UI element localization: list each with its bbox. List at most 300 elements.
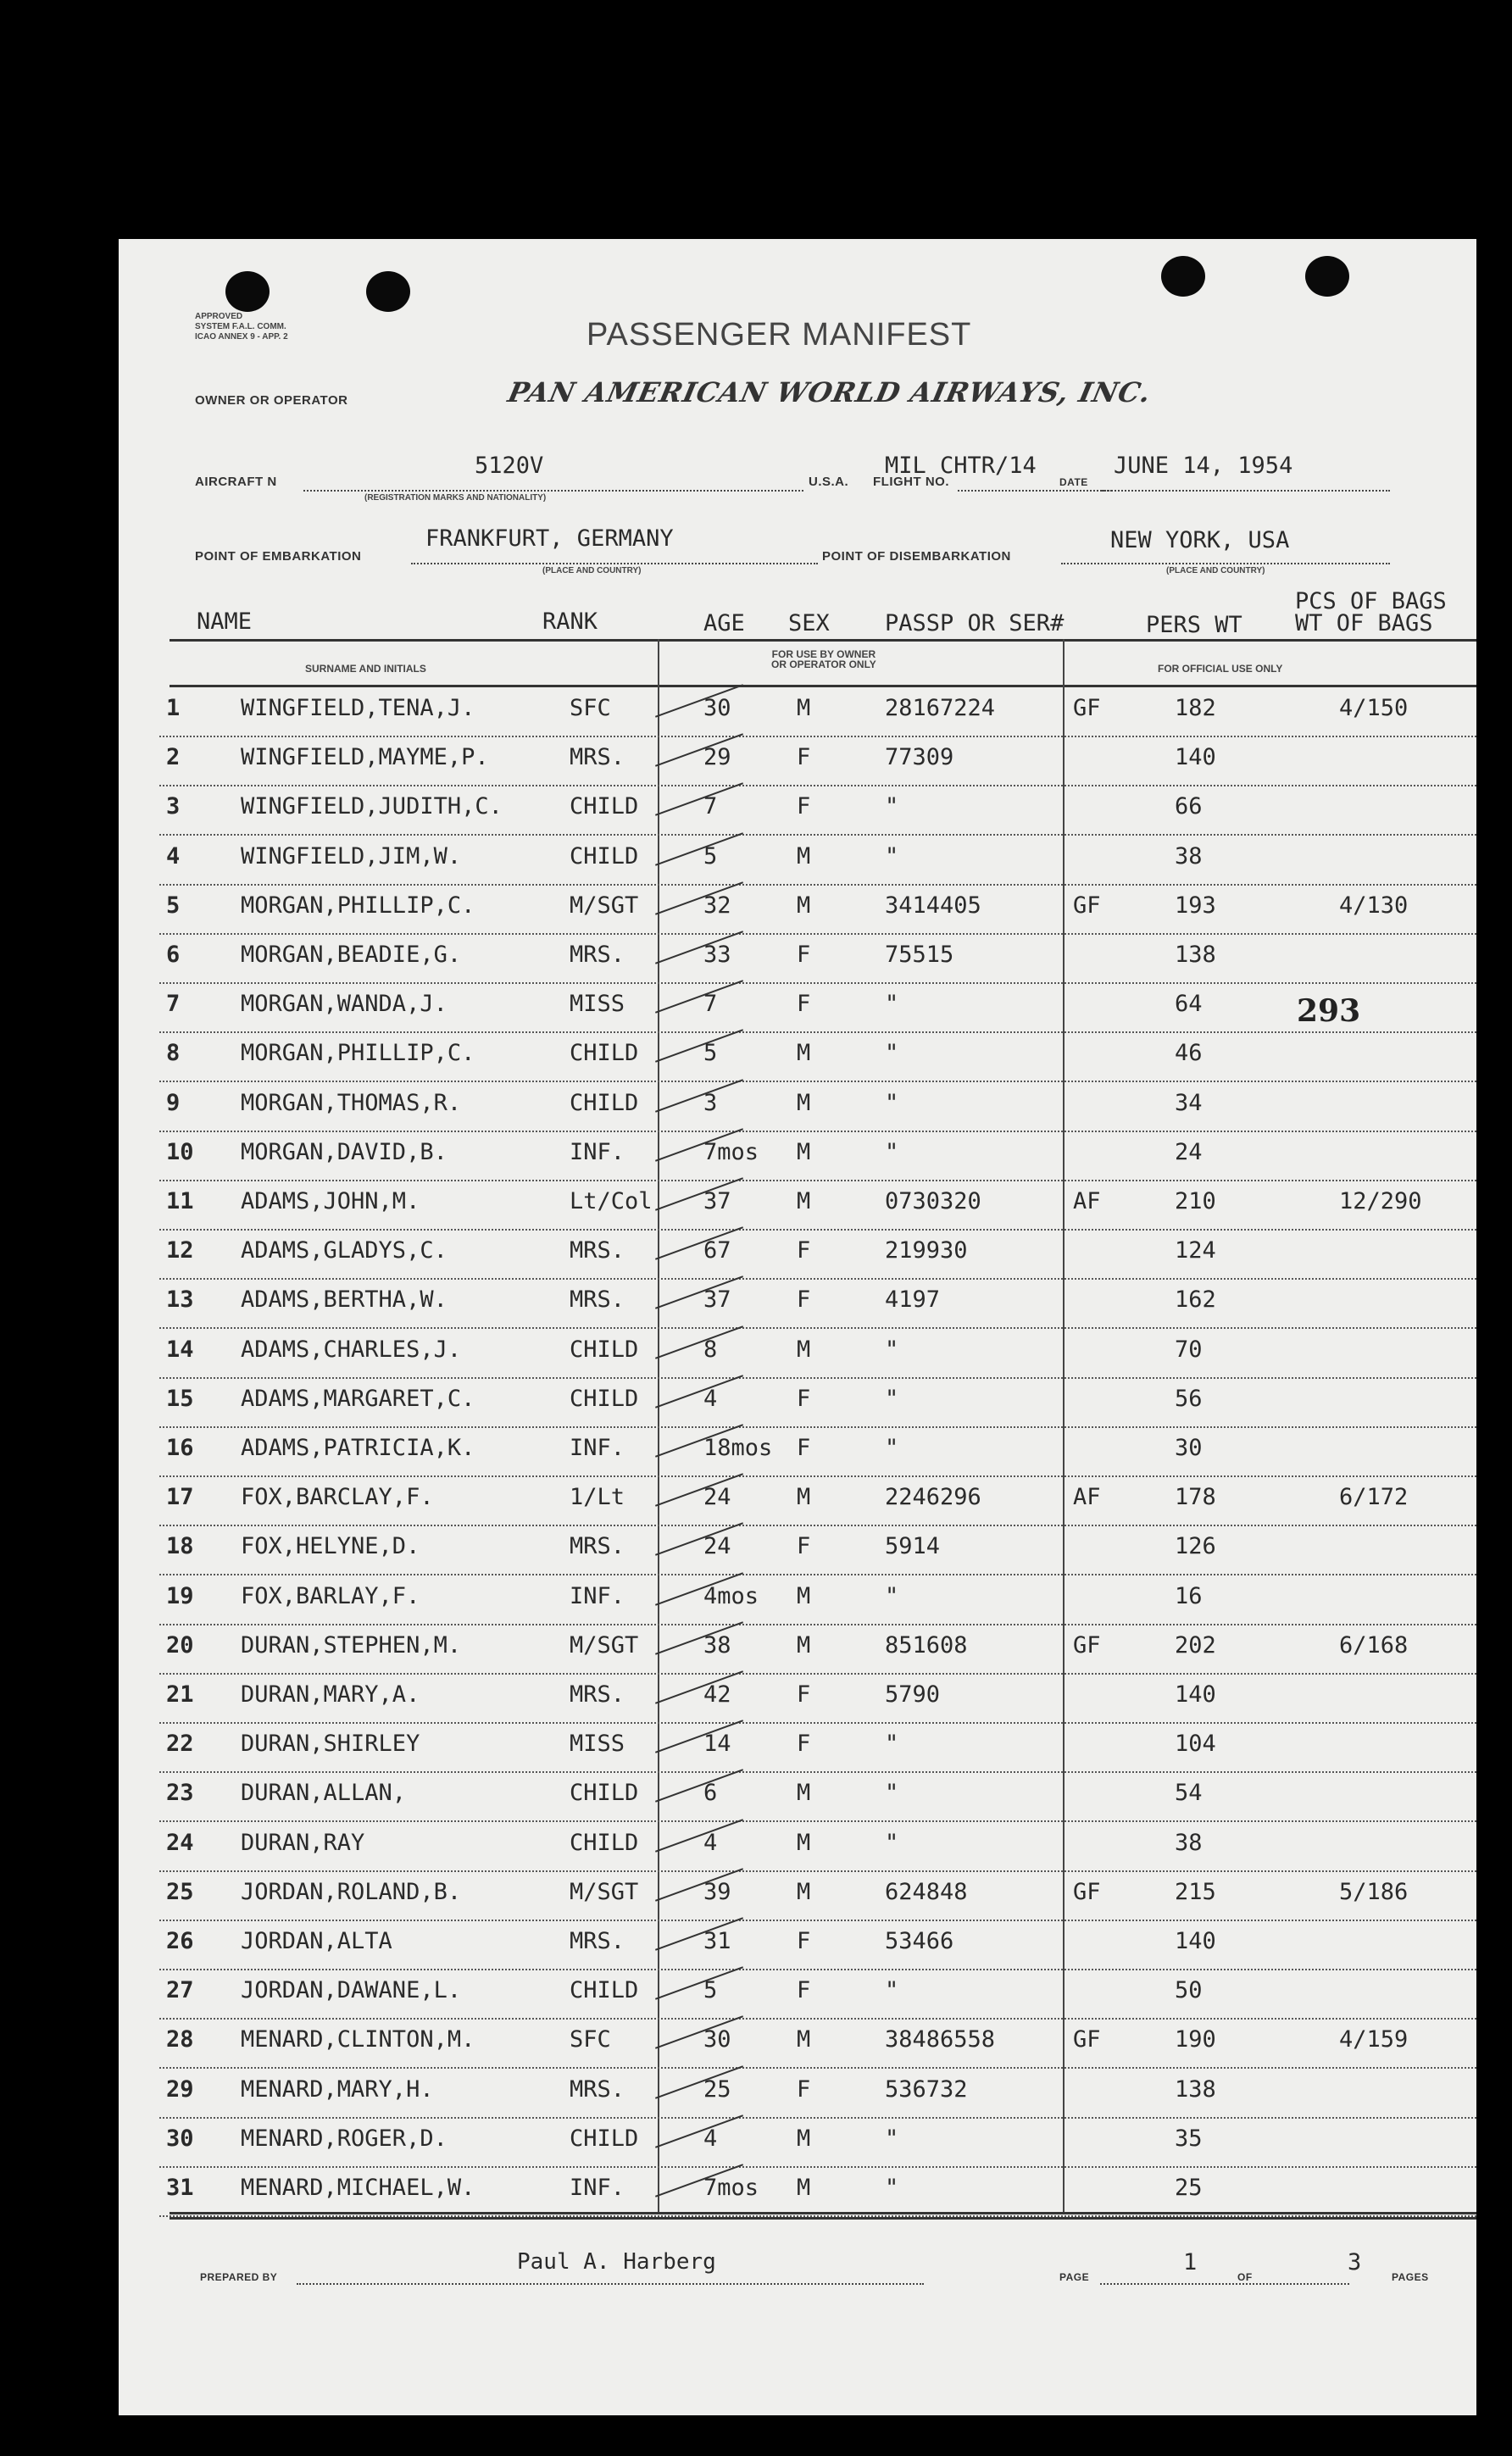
passenger-rank: MRS. xyxy=(570,2075,625,2103)
passenger-age: 7 xyxy=(703,793,718,820)
personal-weight: 210 xyxy=(1175,1188,1216,1214)
passenger-age: 32 xyxy=(703,892,731,919)
table-row xyxy=(119,688,1476,737)
bag-count-weight: 12/290 xyxy=(1339,1188,1422,1214)
table-row xyxy=(119,1083,1476,1132)
passenger-rank: CHILD xyxy=(570,1385,639,1412)
table-row xyxy=(119,836,1476,886)
approved-note: APPROVED SYSTEM F.A.L. COMM. ICAO ANNEX 9 - APP. 2 xyxy=(195,312,288,342)
personal-weight: 140 xyxy=(1175,744,1216,771)
passenger-rank: M/SGT xyxy=(570,892,639,919)
personal-weight: 64 xyxy=(1175,991,1203,1018)
passport-number: " xyxy=(885,1780,899,1807)
passenger-sex: M xyxy=(797,1631,811,1659)
row-number: 16 xyxy=(166,1435,194,1461)
table-row xyxy=(119,1033,1476,1082)
row-number: 23 xyxy=(166,1780,194,1807)
col-age: AGE xyxy=(703,610,745,636)
passport-number: 38486558 xyxy=(885,2026,996,2053)
passenger-rank: M/SGT xyxy=(570,1631,639,1659)
check-mark xyxy=(655,1966,743,2000)
check-mark xyxy=(655,832,743,866)
row-number: 13 xyxy=(166,1286,194,1314)
passenger-sex: F xyxy=(797,744,811,771)
owner-use-note: FOR USE BY OWNER OR OPERATOR ONLY xyxy=(771,648,876,670)
passenger-name: ADAMS,PATRICIA,K. xyxy=(241,1435,475,1461)
prepared-by: Paul A. Harberg xyxy=(517,2249,716,2275)
passenger-sex: M xyxy=(797,1138,811,1165)
passport-number: 77309 xyxy=(885,744,954,771)
aircraft-number: 5120V xyxy=(475,453,544,479)
passenger-age: 4 xyxy=(703,1829,718,1856)
table-row xyxy=(119,1280,1476,1329)
col-wt-bags: WT OF BAGS xyxy=(1295,610,1433,636)
passenger-rank: Lt/Col xyxy=(570,1188,653,1214)
row-number: 20 xyxy=(166,1631,194,1659)
of-label: OF xyxy=(1237,2271,1253,2283)
passport-number: " xyxy=(885,1040,899,1067)
personal-weight: 50 xyxy=(1175,1977,1203,2004)
passenger-rank: CHILD xyxy=(570,793,639,820)
passenger-rank: CHILD xyxy=(570,1829,639,1856)
check-mark xyxy=(655,1325,743,1359)
passenger-name: WINGFIELD,JUDITH,C. xyxy=(241,793,503,820)
table-row xyxy=(119,2020,1476,2069)
row-number: 6 xyxy=(166,942,181,968)
row-number: 27 xyxy=(166,1977,194,2004)
table-row xyxy=(119,1872,1476,1921)
col-rank: RANK xyxy=(542,608,598,635)
personal-weight: 178 xyxy=(1175,1484,1216,1511)
bag-count-weight: 4/159 xyxy=(1339,2026,1409,2053)
passenger-name: MORGAN,PHILLIP,C. xyxy=(241,1040,475,1067)
owner-label: OWNER OR OPERATOR xyxy=(195,393,348,408)
passenger-name: MENARD,MARY,H. xyxy=(241,2075,434,2103)
punch-hole xyxy=(225,271,270,312)
passenger-sex: F xyxy=(797,2075,811,2103)
passenger-age: 25 xyxy=(703,2075,731,2103)
col-passport: PASSP OR SER# xyxy=(885,610,1065,636)
passenger-sex: M xyxy=(797,1336,811,1363)
passenger-rank: MISS xyxy=(570,991,625,1018)
passenger-rank: CHILD xyxy=(570,1089,639,1116)
passenger-sex: M xyxy=(797,1089,811,1116)
table-row xyxy=(119,1132,1476,1181)
service-code: GF xyxy=(1073,892,1101,919)
check-mark xyxy=(655,1819,743,1853)
table-row xyxy=(119,1724,1476,1773)
passport-number: 5914 xyxy=(885,1533,941,1560)
passenger-age: 24 xyxy=(703,1484,731,1511)
passenger-age: 7 xyxy=(703,991,718,1018)
row-number: 22 xyxy=(166,1731,194,1758)
passenger-rank: M/SGT xyxy=(570,1878,639,1905)
passenger-sex: F xyxy=(797,1286,811,1314)
passenger-sex: M xyxy=(797,2026,811,2053)
check-mark xyxy=(655,783,743,817)
passenger-sex: M xyxy=(797,1582,811,1609)
bag-count-weight: 4/150 xyxy=(1339,695,1409,721)
row-number: 26 xyxy=(166,1928,194,1954)
passport-number: " xyxy=(885,1731,899,1758)
personal-weight: 16 xyxy=(1175,1582,1203,1609)
passenger-age: 30 xyxy=(703,2026,731,2053)
table-row xyxy=(119,737,1476,786)
row-number: 14 xyxy=(166,1336,194,1363)
passenger-sex: M xyxy=(797,892,811,919)
service-code: AF xyxy=(1073,1188,1101,1214)
service-code: GF xyxy=(1073,1631,1101,1659)
handwritten-total: 293 xyxy=(1297,993,1361,1029)
table-row xyxy=(119,2168,1476,2217)
passenger-name: MENARD,CLINTON,M. xyxy=(241,2026,475,2053)
manifest-sheet xyxy=(119,239,1476,2415)
col-sex: SEX xyxy=(788,610,830,636)
passport-number: " xyxy=(885,2175,899,2201)
passenger-age: 3 xyxy=(703,1089,718,1116)
page-number: 1 xyxy=(1183,2249,1198,2275)
passenger-rank: CHILD xyxy=(570,1040,639,1067)
personal-weight: 46 xyxy=(1175,1040,1203,1067)
personal-weight: 104 xyxy=(1175,1731,1216,1758)
personal-weight: 38 xyxy=(1175,1829,1203,1856)
row-number: 30 xyxy=(166,2125,194,2152)
passenger-rank: MRS. xyxy=(570,1286,625,1314)
disembark-place-note: (PLACE AND COUNTRY) xyxy=(1166,566,1265,575)
passenger-rank: CHILD xyxy=(570,842,639,870)
passport-number: 53466 xyxy=(885,1928,954,1954)
prepared-by-label: PREPARED BY xyxy=(200,2271,278,2283)
passenger-sex: F xyxy=(797,1533,811,1560)
official-use-note: FOR OFFICIAL USE ONLY xyxy=(1158,663,1283,675)
service-code: AF xyxy=(1073,1484,1101,1511)
passenger-name: MORGAN,DAVID,B. xyxy=(241,1138,447,1165)
passenger-sex: M xyxy=(797,2175,811,2201)
personal-weight: 140 xyxy=(1175,1681,1216,1708)
table-row xyxy=(119,886,1476,935)
col-pcs-bags: PCS OF BAGS xyxy=(1295,588,1447,614)
punch-hole xyxy=(1305,256,1349,297)
passenger-age: 37 xyxy=(703,1286,731,1314)
row-number: 11 xyxy=(166,1188,194,1214)
passport-number: " xyxy=(885,1977,899,2004)
check-mark xyxy=(655,2114,743,2148)
passenger-age: 18mos xyxy=(703,1435,773,1461)
flight-number: MIL CHTR/14 xyxy=(885,453,1037,479)
passenger-name: MENARD,MICHAEL,W. xyxy=(241,2175,475,2201)
row-number: 28 xyxy=(166,2026,194,2053)
col-name: NAME xyxy=(197,608,253,635)
personal-weight: 25 xyxy=(1175,2175,1203,2201)
passenger-sex: F xyxy=(797,1681,811,1708)
personal-weight: 30 xyxy=(1175,1435,1203,1461)
row-number: 17 xyxy=(166,1484,194,1511)
passenger-rank: INF. xyxy=(570,2175,625,2201)
service-code: GF xyxy=(1073,1878,1101,1905)
row-number: 9 xyxy=(166,1089,181,1116)
passport-number: " xyxy=(885,1138,899,1165)
passport-number: 5790 xyxy=(885,1681,941,1708)
passenger-name: MORGAN,WANDA,J. xyxy=(241,991,447,1018)
row-number: 19 xyxy=(166,1582,194,1609)
passenger-age: 29 xyxy=(703,744,731,771)
passenger-name: MORGAN,PHILLIP,C. xyxy=(241,892,475,919)
passenger-age: 5 xyxy=(703,842,718,870)
registration-note: (REGISTRATION MARKS AND NATIONALITY) xyxy=(364,493,547,503)
passport-number: " xyxy=(885,842,899,870)
personal-weight: 190 xyxy=(1175,2026,1216,2053)
passenger-age: 42 xyxy=(703,1681,731,1708)
passenger-sex: F xyxy=(797,1977,811,2004)
passenger-rank: MRS. xyxy=(570,1928,625,1954)
page-total: 3 xyxy=(1348,2249,1362,2275)
passenger-sex: M xyxy=(797,1878,811,1905)
passenger-sex: M xyxy=(797,2125,811,2152)
passenger-name: ADAMS,GLADYS,C. xyxy=(241,1237,447,1264)
passenger-age: 8 xyxy=(703,1336,718,1363)
personal-weight: 162 xyxy=(1175,1286,1216,1314)
passenger-name: ADAMS,CHARLES,J. xyxy=(241,1336,462,1363)
passport-number: " xyxy=(885,1829,899,1856)
table-row xyxy=(119,1379,1476,1428)
embarkation-label: POINT OF EMBARKATION xyxy=(195,549,362,564)
table-row xyxy=(119,1921,1476,1970)
punch-hole xyxy=(1161,256,1205,297)
table-row xyxy=(119,1477,1476,1526)
row-number: 10 xyxy=(166,1138,194,1165)
passport-number: 851608 xyxy=(885,1631,968,1659)
passenger-rank: MRS. xyxy=(570,744,625,771)
passenger-name: DURAN,ALLAN, xyxy=(241,1780,407,1807)
passenger-age: 24 xyxy=(703,1533,731,1560)
service-code: GF xyxy=(1073,2026,1101,2053)
passport-number: " xyxy=(885,991,899,1018)
passenger-name: MENARD,ROGER,D. xyxy=(241,2125,447,2152)
passenger-rank: CHILD xyxy=(570,1336,639,1363)
passenger-rank: INF. xyxy=(570,1582,625,1609)
passenger-age: 5 xyxy=(703,1040,718,1067)
passenger-name: WINGFIELD,MAYME,P. xyxy=(241,744,489,771)
table-row xyxy=(119,2070,1476,2119)
bag-count-weight: 6/172 xyxy=(1339,1484,1409,1511)
bag-count-weight: 4/130 xyxy=(1339,892,1409,919)
service-code: GF xyxy=(1073,695,1101,721)
passport-number: " xyxy=(885,1089,899,1116)
passenger-sex: F xyxy=(797,1385,811,1412)
personal-weight: 24 xyxy=(1175,1138,1203,1165)
embark-place-note: (PLACE AND COUNTRY) xyxy=(542,566,642,575)
row-number: 21 xyxy=(166,1681,194,1708)
passenger-age: 33 xyxy=(703,942,731,968)
row-number: 5 xyxy=(166,892,181,919)
passenger-rank: INF. xyxy=(570,1435,625,1461)
check-mark xyxy=(655,980,743,1014)
passenger-rank: MRS. xyxy=(570,1533,625,1560)
table-row xyxy=(119,1231,1476,1280)
passport-number: 536732 xyxy=(885,2075,968,2103)
passenger-rank: 1/Lt xyxy=(570,1484,625,1511)
personal-weight: 38 xyxy=(1175,842,1203,870)
passport-number: " xyxy=(885,793,899,820)
owner-logo: PAN AMERICAN WORLD AIRWAYS, INC. xyxy=(504,376,1154,408)
passenger-rank: CHILD xyxy=(570,1780,639,1807)
personal-weight: 126 xyxy=(1175,1533,1216,1560)
row-number: 2 xyxy=(166,744,181,771)
passenger-age: 39 xyxy=(703,1878,731,1905)
check-mark xyxy=(655,1375,743,1409)
row-number: 1 xyxy=(166,695,181,721)
row-number: 15 xyxy=(166,1385,194,1412)
row-number: 25 xyxy=(166,1878,194,1905)
personal-weight: 56 xyxy=(1175,1385,1203,1412)
passenger-name: FOX,BARCLAY,F. xyxy=(241,1484,434,1511)
table-row xyxy=(119,1823,1476,1872)
punch-hole xyxy=(366,271,410,312)
passenger-age: 4mos xyxy=(703,1582,759,1609)
row-number: 4 xyxy=(166,842,181,870)
passenger-name: FOX,HELYNE,D. xyxy=(241,1533,420,1560)
passenger-name: FOX,BARLAY,F. xyxy=(241,1582,420,1609)
row-number: 31 xyxy=(166,2175,194,2201)
check-mark xyxy=(655,1030,743,1067)
row-number: 3 xyxy=(166,793,181,820)
passenger-name: ADAMS,JOHN,M. xyxy=(241,1188,420,1214)
passenger-age: 67 xyxy=(703,1237,731,1264)
check-mark xyxy=(655,1770,743,1803)
row-number: 8 xyxy=(166,1040,181,1067)
passenger-name: JORDAN,DAWANE,L. xyxy=(241,1977,462,2004)
table-row xyxy=(119,1625,1476,1675)
passport-number: 2246296 xyxy=(885,1484,981,1511)
passenger-name: WINGFIELD,JIM,W. xyxy=(241,842,462,870)
disembarkation-label: POINT OF DISEMBARKATION xyxy=(822,549,1011,564)
passenger-age: 7mos xyxy=(703,2175,759,2201)
surname-note: SURNAME AND INITIALS xyxy=(305,663,426,675)
passenger-rank: CHILD xyxy=(570,1977,639,2004)
passenger-sex: F xyxy=(797,1928,811,1954)
passenger-sex: M xyxy=(797,842,811,870)
table-row xyxy=(119,1576,1476,1625)
disembarkation-point: NEW YORK, USA xyxy=(1110,527,1290,553)
passenger-sex: F xyxy=(797,793,811,820)
personal-weight: 54 xyxy=(1175,1780,1203,1807)
personal-weight: 138 xyxy=(1175,2075,1216,2103)
row-number: 18 xyxy=(166,1533,194,1560)
page-title: PASSENGER MANIFEST xyxy=(586,317,972,353)
date-label: DATE xyxy=(1059,476,1088,488)
col-pers-wt: PERS WT xyxy=(1146,612,1242,638)
table-row xyxy=(119,786,1476,836)
row-number: 7 xyxy=(166,991,181,1018)
table-row xyxy=(119,2119,1476,2168)
flight-label: FLIGHT NO. xyxy=(873,475,949,489)
passport-number: 75515 xyxy=(885,942,954,968)
passenger-name: MORGAN,BEADIE,G. xyxy=(241,942,462,968)
passenger-sex: M xyxy=(797,1484,811,1511)
table-row xyxy=(119,1675,1476,1724)
passport-number: " xyxy=(885,1435,899,1461)
flight-date: JUNE 14, 1954 xyxy=(1114,453,1293,479)
passport-number: " xyxy=(885,1385,899,1412)
aircraft-label: AIRCRAFT N xyxy=(195,475,277,489)
passenger-rank: MRS. xyxy=(570,1681,625,1708)
personal-weight: 193 xyxy=(1175,892,1216,919)
passport-number: " xyxy=(885,1336,899,1363)
passenger-age: 30 xyxy=(703,695,731,721)
bag-count-weight: 5/186 xyxy=(1339,1878,1409,1905)
passenger-sex: F xyxy=(797,991,811,1018)
passenger-name: ADAMS,MARGARET,C. xyxy=(241,1385,475,1412)
passenger-age: 37 xyxy=(703,1188,731,1214)
passenger-age: 5 xyxy=(703,1977,718,2004)
personal-weight: 215 xyxy=(1175,1878,1216,1905)
check-mark xyxy=(655,1079,743,1113)
passport-number: 3414405 xyxy=(885,892,981,919)
personal-weight: 138 xyxy=(1175,942,1216,968)
passenger-sex: F xyxy=(797,942,811,968)
passenger-rank: SFC xyxy=(570,2026,611,2053)
personal-weight: 140 xyxy=(1175,1928,1216,1954)
passport-number: 4197 xyxy=(885,1286,941,1314)
passenger-name: WINGFIELD,TENA,J. xyxy=(241,695,475,721)
table-row xyxy=(119,1970,1476,2020)
passport-number: 624848 xyxy=(885,1878,968,1905)
personal-weight: 202 xyxy=(1175,1631,1216,1659)
passenger-name: DURAN,RAY xyxy=(241,1829,365,1856)
passenger-age: 4 xyxy=(703,1385,718,1412)
passenger-sex: F xyxy=(797,1237,811,1264)
passport-number: " xyxy=(885,1582,899,1609)
passenger-age: 38 xyxy=(703,1631,731,1659)
table-row xyxy=(119,1526,1476,1575)
pages-label: PAGES xyxy=(1392,2271,1429,2283)
personal-weight: 66 xyxy=(1175,793,1203,820)
passenger-name: ADAMS,BERTHA,W. xyxy=(241,1286,447,1314)
passenger-name: DURAN,STEPHEN,M. xyxy=(241,1631,462,1659)
passenger-name: JORDAN,ROLAND,B. xyxy=(241,1878,462,1905)
passport-number: " xyxy=(885,2125,899,2152)
passport-number: 219930 xyxy=(885,1237,968,1264)
embarkation-point: FRANKFURT, GERMANY xyxy=(425,525,674,552)
passenger-sex: M xyxy=(797,695,811,721)
passport-number: 28167224 xyxy=(885,695,996,721)
passenger-rank: INF. xyxy=(570,1138,625,1165)
passenger-age: 6 xyxy=(703,1780,718,1807)
personal-weight: 34 xyxy=(1175,1089,1203,1116)
bag-count-weight: 6/168 xyxy=(1339,1631,1409,1659)
personal-weight: 124 xyxy=(1175,1237,1216,1264)
passenger-name: MORGAN,THOMAS,R. xyxy=(241,1089,462,1116)
table-row xyxy=(119,1428,1476,1477)
passenger-age: 4 xyxy=(703,2125,718,2152)
passenger-age: 7mos xyxy=(703,1138,759,1165)
passenger-rank: MISS xyxy=(570,1731,625,1758)
passenger-age: 14 xyxy=(703,1731,731,1758)
passenger-sex: F xyxy=(797,1435,811,1461)
row-number: 24 xyxy=(166,1829,194,1856)
usa-label: U.S.A. xyxy=(809,475,849,489)
personal-weight: 35 xyxy=(1175,2125,1203,2152)
passenger-name: DURAN,MARY,A. xyxy=(241,1681,420,1708)
table-row xyxy=(119,1330,1476,1379)
passenger-age: 31 xyxy=(703,1928,731,1954)
table-row xyxy=(119,1773,1476,1822)
passenger-sex: M xyxy=(797,1829,811,1856)
table-row xyxy=(119,984,1476,1033)
passenger-rank: MRS. xyxy=(570,1237,625,1264)
passenger-name: DURAN,SHIRLEY xyxy=(241,1731,420,1758)
passenger-rank: SFC xyxy=(570,695,611,721)
